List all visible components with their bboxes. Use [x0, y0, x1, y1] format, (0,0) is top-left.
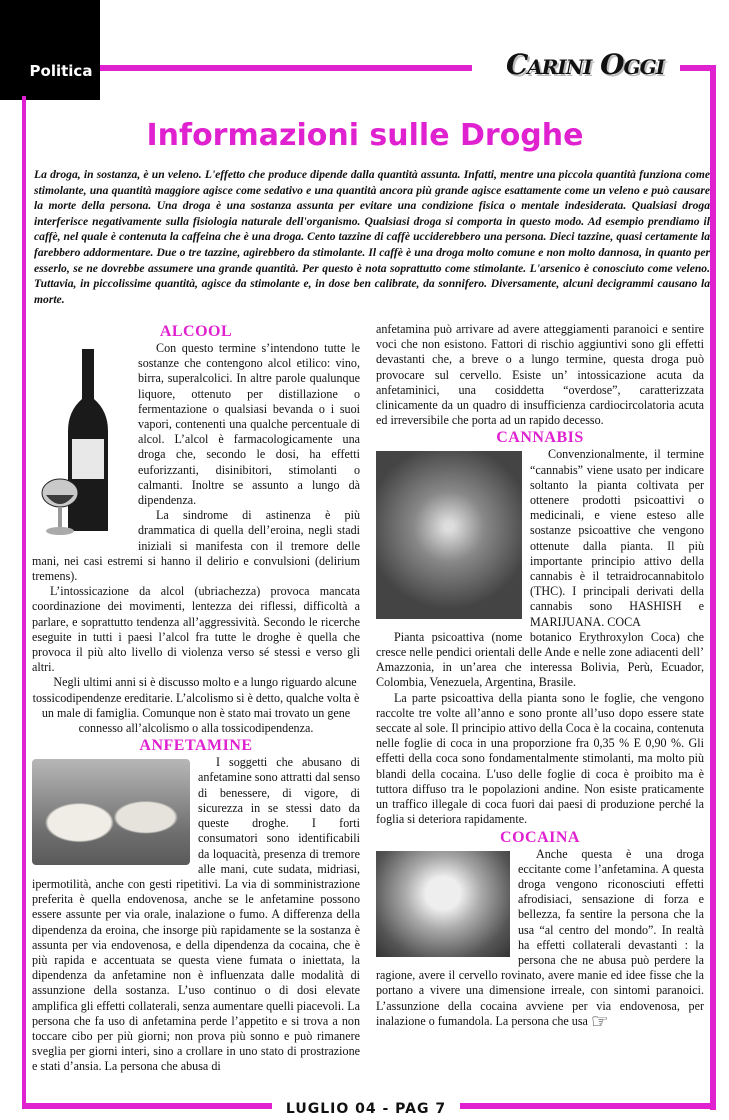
coca-leaves-paragraph: La parte psicoattiva della pianta sono le foglie, che vengono raccolte tre volte all’anno e sono pronte all’uso dopo essere state seccate al sole. Il principio attivo della Coca è la cocaina, contenuta nelle foglie di coca in una proporzione fra 0,35 % E 0,90 %. Gli effetti della coca sono fondamentalmente stimolanti, ma molto più blandi della cocaina. L'uso delle foglie di coca è proibito ma è tuttora diffuso tra le popolazioni andine. Non esiste praticamente un traffico illegale di coca fuori dai paesi di produzione perché la foglia si deteriora rapidamente.: [376, 690, 704, 827]
page-footer: LUGLIO 04 - PAG 7: [285, 1101, 447, 1117]
pointing-hand-icon: ☞: [590, 1010, 609, 1033]
wine-bottle-image: [32, 343, 130, 543]
left-frame-line: [22, 96, 26, 1109]
alcool-paragraph-2: La sindrome di astinenza è più drammatica di quella dell’eroina, negli stadi iniziali si manifesta con il tremore delle mani, nei casi estremi si hanno il delirio e convulsioni (delirium tremens).: [32, 508, 360, 584]
cocaina-paragraph: Anche questa è una droga eccitante come l’anfetamina. A questa droga vengono riconosciuti effetti afrodisiaci, sensazione di forza e bellezza, fa sentire la persona che la usa “al centro del mondo”. In realtà ha effetti collaterali devastanti : la persona che ne abusa può perdere la ragione, avere il cervello rovinato, avere manie ed idee fisse che la portano a vivere una dimensione irreale, con sintomi paranoici. L’assunzione della cocaina avviene per via endovenosa, per inalazione o fumandola. La persona che usa ☞: [376, 846, 704, 1033]
alcool-paragraph-1: Con questo termine s’intendono tutte le sostanze che contengono alcol etilico: vino, birra, superalcolici. In altre parole qualunque liquore, ottenuto per distillazione o fermentazione o qualsiasi bevanda o i suoi vapori, contenenti una qualche percentuale di alcol. L’alcol è farmacologicamente una droga che, secondo le dosi, ha effetti euforizzanti, disinibitori, stimolanti o calmanti. Inoltre se assunto a lungo dà dipendenza.: [32, 341, 360, 508]
header-rule-right: [680, 65, 710, 71]
anfetamine-paragraph-2: anfetamina può arrivare ad avere atteggiamenti paranoici e sentire voci che non esistono. Fattori di rischio aggiuntivi sono gli effetti devastanti che, a breve o a lungo termine, questa droga può provocare sul cervello. Esiste un’ intossicazione acuta da anfetaminici, una cosiddetta “overdose”, caratterizzata clinicamente da un quadro di insufficienza cardiocircolatoria acuta ed irreversibile che porta ad un rapido decesso.: [376, 322, 704, 428]
header-rule: [100, 65, 472, 71]
cannabis-plant-image: [376, 451, 522, 619]
masthead-logo: Carini Oggi: [506, 48, 665, 81]
footer-rule-left: [22, 1103, 272, 1109]
cocaine-powder-image: [376, 851, 510, 957]
pills-image: [32, 759, 190, 865]
cocaina-heading: COCAINA: [500, 828, 580, 846]
page-title: Informazioni sulle Droghe: [146, 118, 584, 153]
cannabis-heading: CANNABIS: [496, 429, 584, 447]
footer-rule-right: [460, 1103, 716, 1109]
left-column: [32, 322, 360, 1075]
coca-paragraph: Pianta psicoattiva (nome botanico Erythroxylon Coca) che cresce nelle pendici orientali delle Ande e nelle zone adiacenti dell’ Amazzonia, in un’area che interessa Bolivia, Perù, Ecuador, Colombia, Venezuela, Argentina, Brasile.: [376, 629, 704, 690]
intro-paragraph: La droga, in sostanza, è un veleno. L'effetto che produce dipende dalla quantità assunta. Infatti, mentre una piccola quantità funziona come stimolante, una quantità maggiore agisce come sedativo e una quantità ancora più grande agisce esattamente come un veleno e può causare la morte della persona. Una droga è una sostanza assunta per evitare una condizione fisica o mentale indesiderata. Qualsiasi droga interferisce negativamente sulla fisiologia naturale dell'organismo. Qualsiasi droga si comporta in questo modo. Ad esempio prendiamo il caffè, nel quale è contenuta la caffeina che è una droga. Cento tazzine di caffè ucciderebbero una persona. Dieci tazzine, quasi certamente la farebbero addormentare. Due o tre tazzine, agirebbero da stimolante. Il caffè è una droga molto comune e non molto dannosa, in quanto per esserlo, se ne dovrebbe assumere una grande quantità. Per questo è nota soprattutto come stimolante. L'arsenico è conosciuto come veleno. Tuttavia, in piccolissime quantità, agisce da stimolante e, in dose ben calibrate, da sonnifero. Diversamente, alcuni decigrammi causano la morte.: [34, 168, 710, 306]
alcool-paragraph-3: L’intossicazione da alcol (ubriachezza) provoca mancata coordinazione dei movimenti, lentezza dei riflessi, difficoltà a parlare, e soprattutto tendenza all’aggressività. Secondo le ricerche eseguite in tutti i paesi l’alcol fra tutte le droghe è quella che provoca il più alto livello di violenza verso sé stessi e verso gli altri.: [32, 584, 360, 675]
cannabis-paragraph-1: Convenzionalmente, il termine “cannabis” viene usato per indicare soltanto la pianta coltivata per ottenere prodotti psicoattivi o medicinali, e viene esteso alle sostanze psicoattive che vengono ottenute dalla pianta. Il più importante principio attivo della cannabis è il tetraidrocannabitolo (THC). I principali derivati della cannabis sono HASHISH e MARIJUANA. COCA: [376, 447, 704, 629]
section-label: Politica: [22, 46, 100, 96]
anfetamine-heading: ANFETAMINE: [139, 737, 253, 755]
anfetamine-paragraph-1: I soggetti che abusano di anfetamine sono attratti dal senso di benessere, di vigore, di sicurezza in se stessi dato da queste droghe. I forti consumatori sono identificabili da loquacità, presenza di tremore alle mani, cute sudata, midriasi, ipermotilità, anche con gesti ripetitivi. La via di somministrazione preferita è quella endovenosa, anche se le anfetamine possono essere assunte per via orale, inalazione o fumo. A differenza della dipendenza da eroina, che insorge più rapidamente se la sostanza è assunta per via endovenosa, e della dipendenza da cocaina, che è più rapida e accentuata se questa viene fumata o iniettata, la dipendenza da anfetamine non è influenzata dalle modalità di assunzione della sostanza. L’uso continuo o di dosi elevate amplifica gli effetti collaterali, senza aumentare quelli piacevoli. La persona che fa uso di anfetamina perde l’appetito e si trova a non toccare cibo per più giorni; non prova più sonno e può rimanere sveglia per giorni interi, sino a crollare in uno stato di prostrazione e stati d’ansia. La persona che abusa di: [32, 755, 360, 1074]
right-frame-line: [710, 65, 716, 1110]
right-column: [376, 322, 704, 1033]
alcool-paragraph-4: Negli ultimi anni si è discusso molto e a lungo riguardo alcune tossicodipendenze ereditarie. L’alcolismo si è detto, qualche volta è un male di famiglia. Comunque non è stato mai trovato un gene connesso all’alcolismo o alla tossicodipendenza.: [32, 675, 360, 736]
alcool-heading: ALCOOL: [159, 323, 233, 340]
